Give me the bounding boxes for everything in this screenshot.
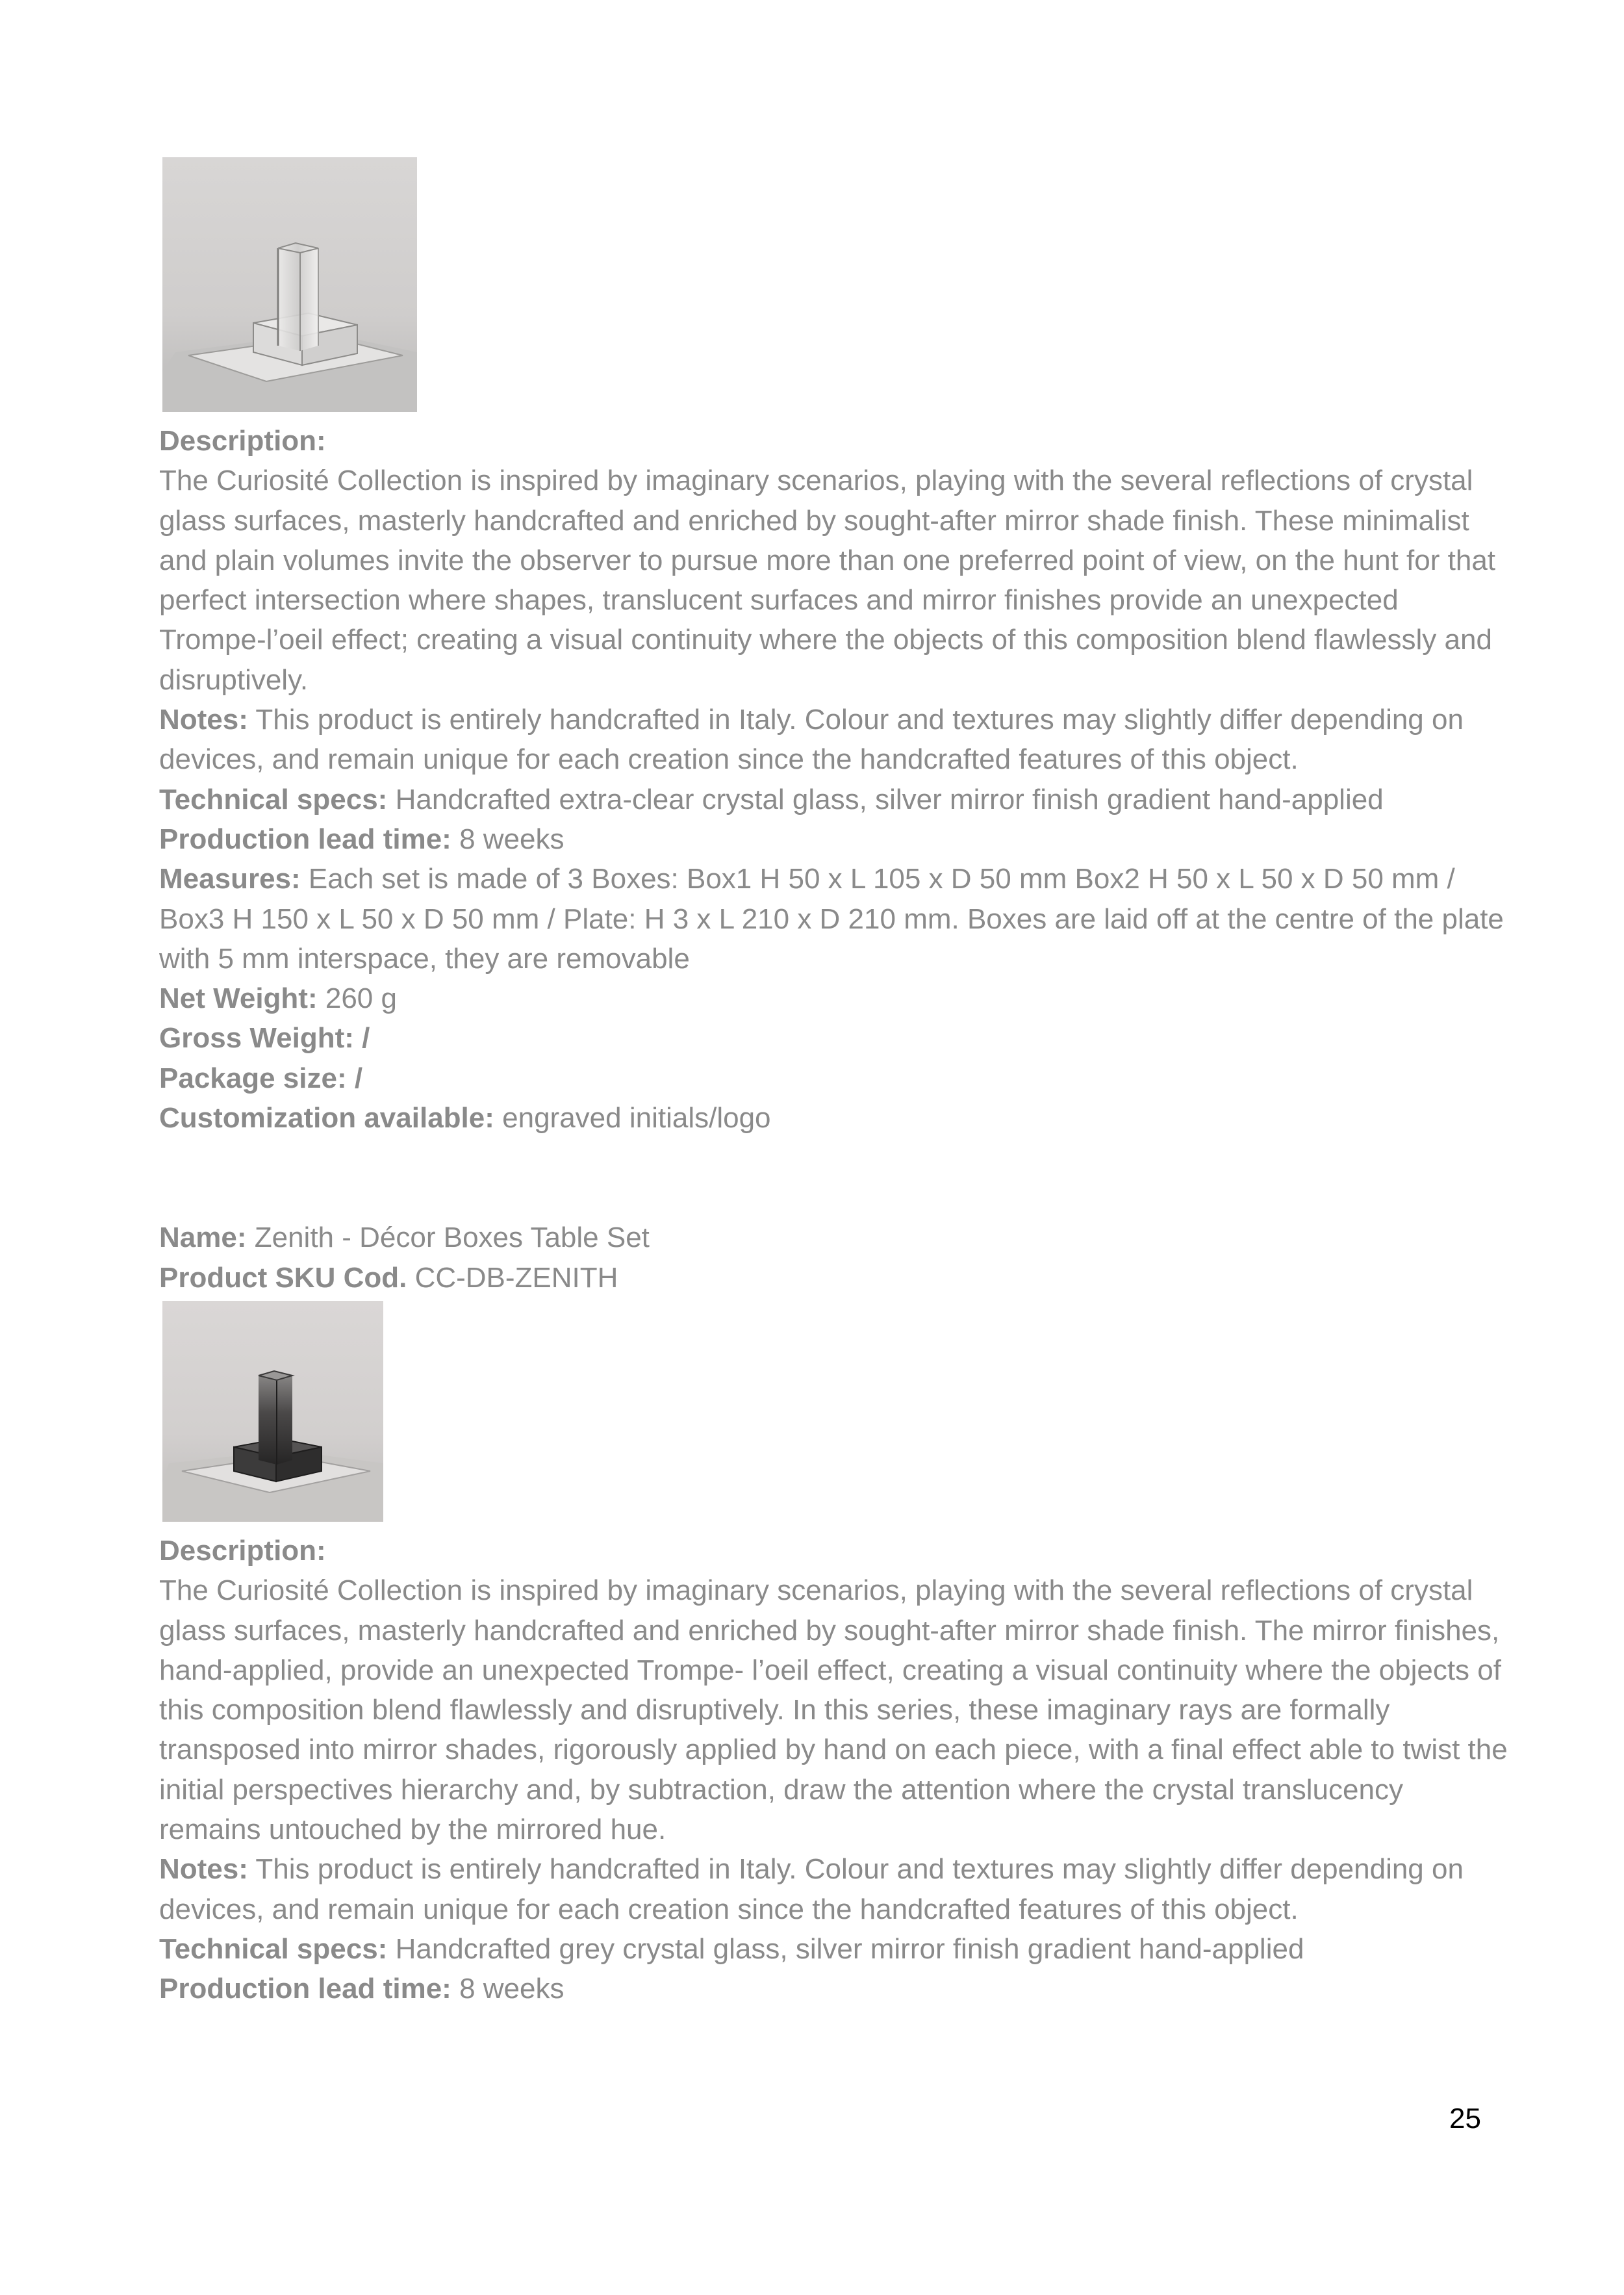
product-name-line	[159, 1218, 1510, 1257]
customization-label: Customization available:	[159, 1102, 494, 1135]
glass-boxes-plate-clear-icon	[162, 157, 417, 412]
production-lead-time-value: 8 weeks	[459, 1973, 565, 2005]
technical-specs-value: Handcrafted extra-clear crystal glass, silver mirror finish gradient hand-applied	[395, 783, 1384, 815]
technical-specs-label: Technical specs:	[159, 1932, 388, 1965]
product-sku-value: CC-DB-ZENITH	[414, 1261, 618, 1294]
product-sku-label: Product SKU Cod.	[159, 1261, 407, 1294]
glass-boxes-plate-grey-icon	[162, 1301, 383, 1522]
package-size-line	[159, 1058, 1510, 1098]
description-label: Description:	[159, 425, 326, 457]
measures-line	[159, 859, 1510, 979]
package-size-label: Package size: /	[159, 1062, 363, 1094]
page-number: 25	[1449, 2103, 1481, 2135]
production-lead-time-label: Production lead time:	[159, 1973, 451, 2005]
notes-line	[159, 700, 1510, 780]
product-sku-line	[159, 1258, 1510, 1298]
description-text: The Curiosité Collection is inspired by imaginary scenarios, playing with the several reflections of crystal glass surfaces, masterly handcrafted and enriched by sought-after mirror shade finish. These minimalist and plain volumes invite the observer to pursue more than one preferred point of view, on the hunt for that perfect intersection where shapes, translucent surfaces and mirror finishes provide an unexpected Trompe-l’oeil effect; creating a visual continuity where the objects of this composition blend flawlessly and disruptively.	[159, 465, 1496, 696]
measures-value: Each set is made of 3 Boxes: Box1 H 50 x L 105 x D 50 mm Box2 H 50 x L 50 x D 50 mm / Box3 H 150 x L 50 x D 50 mm / Plate: H 3 x L 210 x D 210 mm. Boxes are laid off at the centre of the plate with 5 mm interspace, they are removable	[159, 863, 1504, 975]
customization-line	[159, 1098, 1510, 1138]
description-text-2: The Curiosité Collection is inspired by imaginary scenarios, playing with the several reflections of crystal glass surfaces, masterly handcrafted and enriched by sought-after mirror shade finish. The mirror finishes, hand-applied, provide an unexpected Trompe- l’oeil effect, creating a visual continuity where the objects of this composition blend flawlessly and disruptively. In this series, these imaginary rays are formally transposed into mirror shades, rigorously applied by hand on each piece, with a final effect able to twist the initial perspectives hierarchy and, by subtraction, draw the attention where the crystal translucency remains untouched by the mirrored hue.	[159, 1574, 1508, 1846]
notes-value: This product is entirely handcrafted in Italy. Colour and textures may slightly differ depending on devices, and remain unique for each creation since the handcrafted features of this object.	[159, 1853, 1464, 1925]
production-lead-time-value: 8 weeks	[459, 823, 565, 855]
notes-value: This product is entirely handcrafted in Italy. Colour and textures may slightly differ depending on devices, and remain unique for each creation since the handcrafted features of this object.	[159, 704, 1464, 776]
section-spacer	[159, 1138, 1510, 1218]
notes-label: Notes:	[159, 1853, 248, 1886]
production-lead-time-line	[159, 819, 1510, 859]
notes-line-2	[159, 1849, 1510, 1929]
technical-specs-value: Handcrafted grey crystal glass, silver mirror finish gradient hand-applied	[395, 1932, 1304, 1965]
measures-label: Measures:	[159, 863, 301, 895]
net-weight-label: Net Weight:	[159, 982, 318, 1015]
notes-label: Notes:	[159, 704, 248, 736]
description-label-2: Description:	[159, 1534, 326, 1567]
production-lead-time-label: Production lead time:	[159, 823, 451, 855]
net-weight-value: 260 g	[325, 982, 397, 1015]
production-lead-time-line-2	[159, 1969, 1510, 2008]
gross-weight-line	[159, 1018, 1510, 1058]
technical-specs-line-2	[159, 1929, 1510, 1969]
gross-weight-label: Gross Weight: /	[159, 1022, 370, 1055]
page-content	[159, 157, 1510, 2009]
technical-specs-line	[159, 780, 1510, 819]
product-name-value: Zenith - Décor Boxes Table Set	[254, 1222, 650, 1254]
product-name-label: Name:	[159, 1222, 247, 1254]
customization-value: engraved initials/logo	[502, 1102, 771, 1135]
technical-specs-label: Technical specs:	[159, 783, 388, 815]
net-weight-line	[159, 979, 1510, 1018]
